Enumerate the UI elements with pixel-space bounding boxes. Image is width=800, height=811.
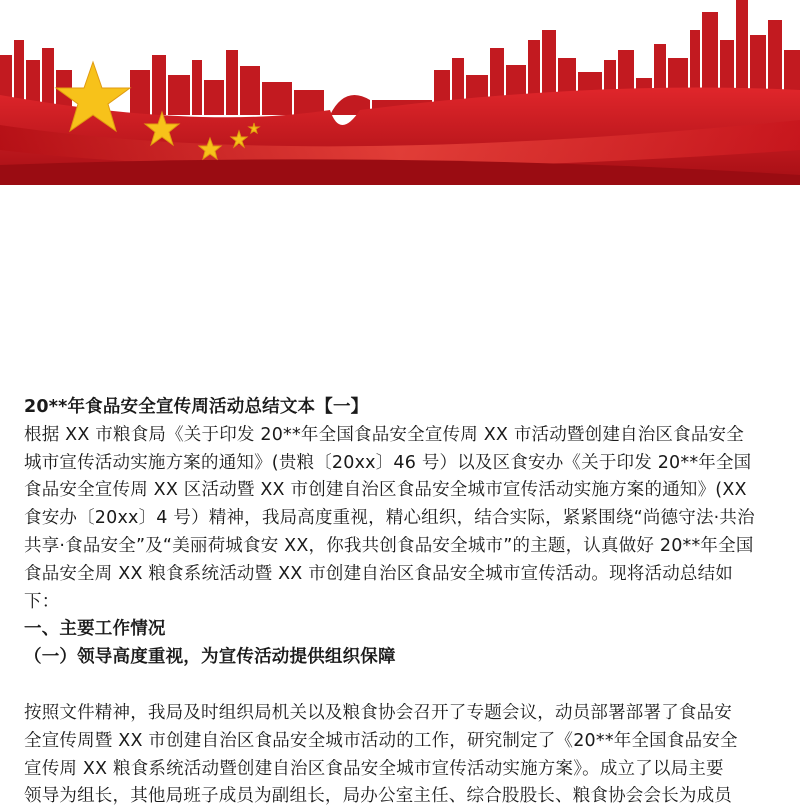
text-line: 食品安全宣传周 XX 区活动暨 XX 市创建自治区食品安全城市宣传活动实施方案的通知》(XX bbox=[24, 480, 747, 501]
body-paragraph bbox=[24, 700, 784, 811]
text-line: 全宣传周暨 XX 市创建自治区食品安全城市活动的工作，研究制定了《20**年全国食品安全 bbox=[24, 730, 738, 751]
red-city-skyline-banner bbox=[0, 0, 800, 185]
text-line: 按照文件精神，我局及时组织局机关以及粮食协会召开了专题会议，动员部署部署了食品安 bbox=[24, 702, 732, 723]
intro-paragraph bbox=[24, 422, 784, 617]
subsection-heading: （一）领导高度重视，为宣传活动提供组织保障 bbox=[24, 647, 396, 668]
text-line: 食品安全周 XX 粮食系统活动暨 XX 市创建自治区食品安全城市宣传活动。现将活动总结如 bbox=[24, 563, 734, 584]
document-body bbox=[24, 394, 784, 811]
text-line: 食安办〔20xx〕4 号）精神，我局高度重视，精心组织，结合实际，紧紧围绕“尚德守法·共治 bbox=[24, 508, 755, 529]
document-title: 20**年食品安全宣传周活动总结文本【一】 bbox=[24, 397, 369, 417]
text-line: 根据 XX 市粮食局《关于印发 20**年全国食品安全宣传周 XX 市活动暨创建自治区食品安全 bbox=[24, 424, 744, 445]
text-line: 下： bbox=[24, 591, 60, 612]
text-line: 领导为组长，其他局班子成员为副组长，局办公室主任、综合股股长、粮食协会会长为成员 bbox=[24, 786, 732, 807]
text-line: 宣传周 XX 粮食系统活动暨创建自治区食品安全城市宣传活动实施方案》。成立了以局主要 bbox=[24, 758, 724, 779]
section-heading: 一、主要工作情况 bbox=[24, 619, 166, 640]
text-line: 共享·食品安全”及“美丽荷城食安 XX，你我共创食品安全城市”的主题，认真做好 20**年全国 bbox=[24, 535, 754, 556]
text-line: 城市宣传活动实施方案的通知》(贵粮〔20xx〕46 号）以及区食安办《关于印发 20**年全国 bbox=[24, 452, 752, 473]
